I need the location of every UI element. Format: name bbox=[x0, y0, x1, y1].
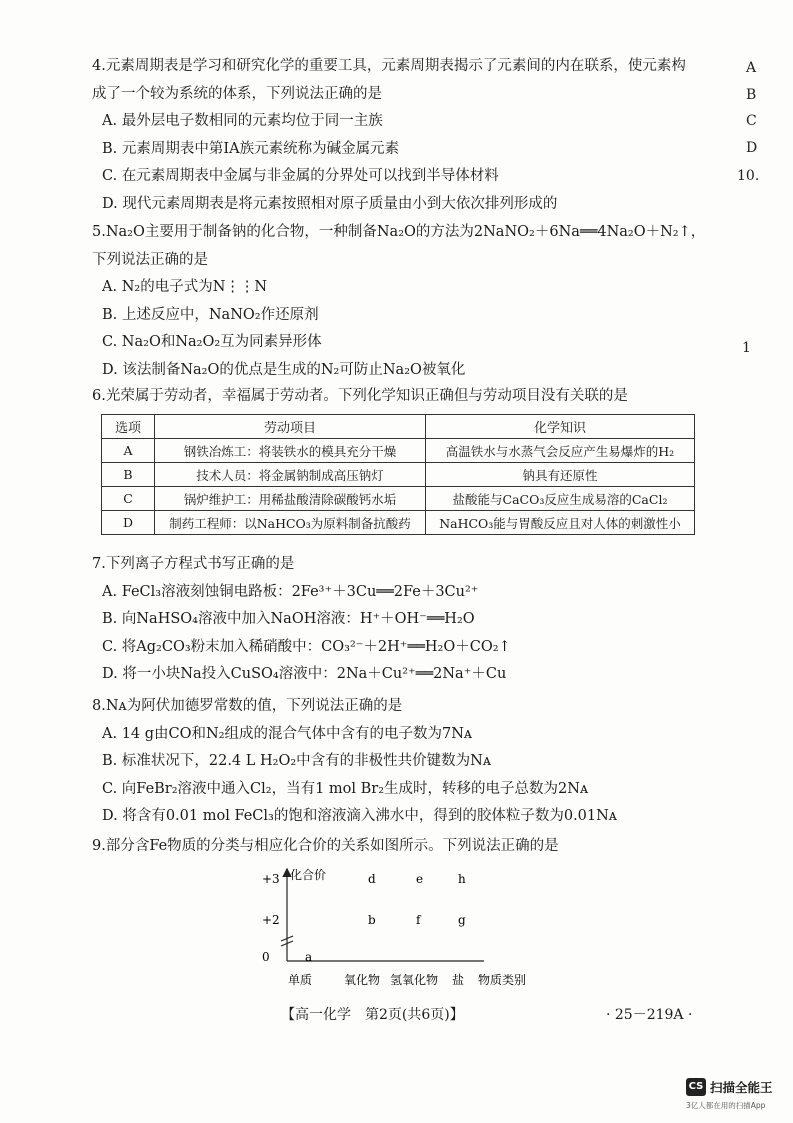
x-axis-label: 物质类别 bbox=[478, 973, 527, 987]
option-c: C. Na₂O和Na₂O₂互为同素异形体 bbox=[102, 334, 322, 351]
table-cell: C bbox=[102, 487, 155, 511]
y-axis-label: 化合价 bbox=[290, 868, 327, 882]
option-c: C. 在元素周期表中金属与非金属的分界处可以找到半导体材料 bbox=[102, 168, 499, 185]
x-tick-label: 氧化物 bbox=[344, 973, 381, 987]
x-tick-label: 单质 bbox=[288, 973, 313, 987]
scanner-logo-icon: CS bbox=[686, 1078, 706, 1096]
option-b: B. 向NaHSO₄溶液中加入NaOH溶液：H⁺＋OH⁻══H₂O bbox=[102, 611, 475, 628]
question-stem: 7.下列离子方程式书写正确的是 bbox=[92, 556, 295, 572]
question-5 bbox=[92, 219, 706, 385]
option-a: A. FeCl₃溶液刻蚀铜电路板：2Fe³⁺＋3Cu══2Fe＋3Cu²⁺ bbox=[102, 583, 479, 600]
table-cell: 钠具有还原性 bbox=[426, 463, 695, 487]
data-point-label: f bbox=[416, 913, 421, 927]
data-point-label: h bbox=[458, 872, 466, 886]
y-tick-label: 0 bbox=[262, 950, 270, 964]
table-cell: NaHCO₃能与胃酸反应且对人体的刺激性小 bbox=[426, 511, 695, 535]
table-cell: 锅炉维护工：用稀盐酸清除碳酸钙水垢 bbox=[155, 487, 426, 511]
table-header: 选项 bbox=[102, 415, 155, 439]
y-tick-label: +3 bbox=[262, 872, 280, 886]
question-8 bbox=[92, 693, 697, 831]
valence-chart bbox=[262, 864, 537, 992]
option-a: A. 最外层电子数相同的元素均位于同一主族 bbox=[102, 113, 383, 130]
question-stem: 8.Nᴀ为阿伏加德罗常数的值，下列说法正确的是 bbox=[92, 698, 403, 714]
table-cell: 盐酸能与CaCO₃反应生成易溶的CaCl₂ bbox=[426, 487, 695, 511]
question-stem: 4.元素周期表是学习和研究化学的重要工具，元素周期表揭示了元素间的内在联系，使元素构 bbox=[92, 58, 686, 74]
question-7 bbox=[92, 551, 697, 689]
edge-letter: D bbox=[746, 140, 758, 156]
question-stem: 6.光荣属于劳动者，幸福属于劳动者。下列化学知识正确但与劳动项目没有关联的是 bbox=[92, 388, 628, 404]
table-row bbox=[102, 439, 695, 463]
data-point-label: e bbox=[416, 872, 424, 886]
option-c: C. 向FeBr₂溶液中通入Cl₂，当有1 mol Br₂生成时，转移的电子总数为2Nᴀ bbox=[102, 780, 589, 797]
table-cell: 钢铁冶炼工：将装铁水的模具充分干燥 bbox=[155, 439, 426, 463]
option-d: D. 该法制备Na₂O的优点是生成的N₂可防止Na₂O被氧化 bbox=[102, 361, 466, 378]
edge-letter: C bbox=[746, 113, 757, 129]
table-cell: 技术人员：将金属钠制成高压钠灯 bbox=[155, 463, 426, 487]
page-footer-code: · 25－219A · bbox=[606, 1007, 693, 1023]
y-tick-label: +2 bbox=[262, 913, 280, 927]
question-stem: 下列说法正确的是 bbox=[92, 251, 208, 268]
option-a: A. N₂的电子式为N⋮⋮N bbox=[102, 279, 268, 296]
table-header: 化学知识 bbox=[426, 415, 695, 439]
table-cell: B bbox=[102, 463, 155, 487]
table-header: 劳动项目 bbox=[155, 415, 426, 439]
data-point-label: g bbox=[458, 913, 466, 927]
table-cell: 制药工程师：以NaHCO₃为原料制备抗酸药 bbox=[155, 511, 426, 535]
data-point-label: d bbox=[368, 872, 376, 886]
question-4 bbox=[92, 53, 697, 219]
x-tick-label: 氢氧化物 bbox=[390, 973, 439, 987]
table-row bbox=[102, 463, 695, 487]
table-cell: D bbox=[102, 511, 155, 535]
option-a: A. 14 g由CO和N₂组成的混合气体中含有的电子数为7Nᴀ bbox=[102, 725, 473, 742]
table-row bbox=[102, 487, 695, 511]
edge-letter: 1 bbox=[742, 340, 751, 356]
scanner-tagline: 3亿人都在用的扫描App bbox=[686, 1101, 766, 1110]
scanner-watermark bbox=[686, 1076, 786, 1116]
question-6 bbox=[92, 383, 697, 411]
option-d: D. 现代元素周期表是将元素按照相对原子质量由小到大依次排列形成的 bbox=[102, 195, 558, 212]
option-b: B. 元素周期表中第ⅠA族元素统称为碱金属元素 bbox=[102, 140, 400, 157]
table-header-row bbox=[102, 415, 695, 439]
edge-letter: B bbox=[746, 87, 757, 103]
scanner-app-name: 扫描全能王 bbox=[710, 1080, 773, 1095]
question-stem: 成了一个较为系统的体系，下列说法正确的是 bbox=[92, 85, 382, 102]
option-d: D. 将一小块Na投入CuSO₄溶液中：2Na＋Cu²⁺══2Na⁺＋Cu bbox=[102, 666, 507, 683]
option-b: B. 上述反应中，NaNO₂作还原剂 bbox=[102, 306, 319, 323]
option-b: B. 标准状况下，22.4 L H₂O₂中含有的非极性共价键数为Nᴀ bbox=[102, 753, 492, 770]
question-stem: 9.部分含Fe物质的分类与相应化合价的关系如图所示。下列说法正确的是 bbox=[92, 838, 559, 854]
table-row bbox=[102, 511, 695, 535]
labor-table bbox=[101, 414, 695, 535]
edge-letter: 10. bbox=[737, 168, 760, 184]
question-stem: 5.Na₂O主要用于制备钠的化合物，一种制备Na₂O的方法为2NaNO₂＋6Na══4Na₂O＋N₂↑， bbox=[92, 224, 706, 240]
question-9 bbox=[92, 833, 697, 861]
data-point-label: b bbox=[368, 913, 376, 927]
table-cell: 高温铁水与水蒸气会反应产生易爆炸的H₂ bbox=[426, 439, 695, 463]
edge-letter: A bbox=[746, 60, 757, 76]
option-c: C. 将Ag₂CO₃粉末加入稀硝酸中：CO₃²⁻＋2H⁺══H₂O＋CO₂↑ bbox=[102, 638, 511, 655]
data-point-label: a bbox=[305, 950, 313, 964]
table-cell: A bbox=[102, 439, 155, 463]
page-footer-title: 【高一化学 第2页(共6页)】 bbox=[281, 1007, 464, 1023]
option-d: D. 将含有0.01 mol FeCl₃的饱和溶液滴入沸水中，得到的胶体粒子数为0.01Nᴀ bbox=[102, 808, 618, 825]
x-tick-label: 盐 bbox=[452, 973, 465, 987]
